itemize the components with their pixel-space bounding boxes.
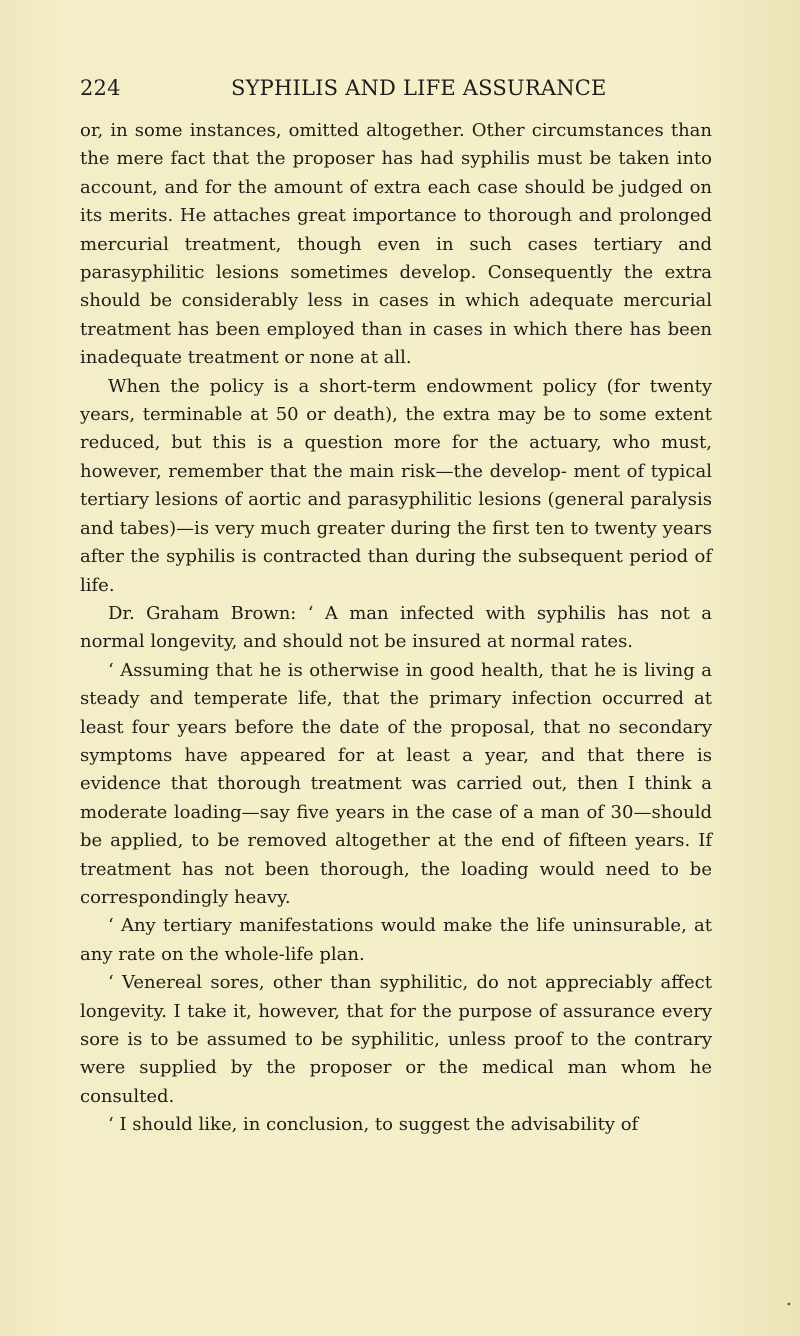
paragraph: ‘ I should like, in conclusion, to suggest the advisability of (108, 1114, 639, 1136)
page-speck: • (786, 1300, 792, 1311)
running-title: SYPHILIS AND LIFE ASSURANCE (231, 76, 607, 100)
paragraph: ‘ Venereal sores, other than syphilitic, do not appreciably affect longevity. I take it, however, that for the purpose of assurance every sore is to be assumed to be syphilitic, unless proof to the contrary were supplied by the proposer or the medical man whom he consulted. (80, 972, 712, 1107)
paragraph: ‘ Any tertiary manifestations would make the life uninsurable, at any rate on the whole-life plan. (80, 915, 712, 965)
page-number: 224 (80, 76, 121, 100)
page-header (80, 76, 712, 104)
paragraph: or, in some instances, omitted altogether. Other circumstances than the mere fact that the proposer has had syphilis must be taken into account, and for the amount of extra each case should be judged on its merits. He attaches great importance to thorough and prolonged mercurial treatment, though even in such cases tertiary and parasyphilitic lesions sometimes develop. Consequently the extra should be considerably less in cases in which adequate mercurial treatment has been employed than in cases in which there has been inadequate treatment or none at all. (80, 120, 712, 369)
body-text (80, 117, 712, 1140)
paragraph: Dr. Graham Brown: ‘ A man infected with syphilis has not a normal longevity, and should not be insured at normal rates. (80, 602, 712, 653)
paragraph: When the policy is a short-term endowment policy (for twenty years, terminable at 50 or death), the extra may be to some extent reduced, but this is a question more for the actuary, who must, however, remember that the main risk—the develop- ment of typical tertiary lesions of aortic and parasyphilitic lesions (general paralysis and tabes)—is very much greater during the first ten to twenty years after the syphilis is contracted than during the subsequent period of life. (80, 375, 712, 596)
paragraph: ‘ Assuming that he is otherwise in good health, that he is living a steady and temperate life, that the primary infection occurred at least four years before the date of the proposal, that no secondary symptoms have appeared for at least a year, and that there is evidence that thorough treatment was carried out, then I think a moderate loading—say five years in the case of a man of 30—should be applied, to be removed altogether at the end of fifteen years. If treatment has not been thorough, the loading would need to be correspondingly heavy. (80, 659, 712, 908)
